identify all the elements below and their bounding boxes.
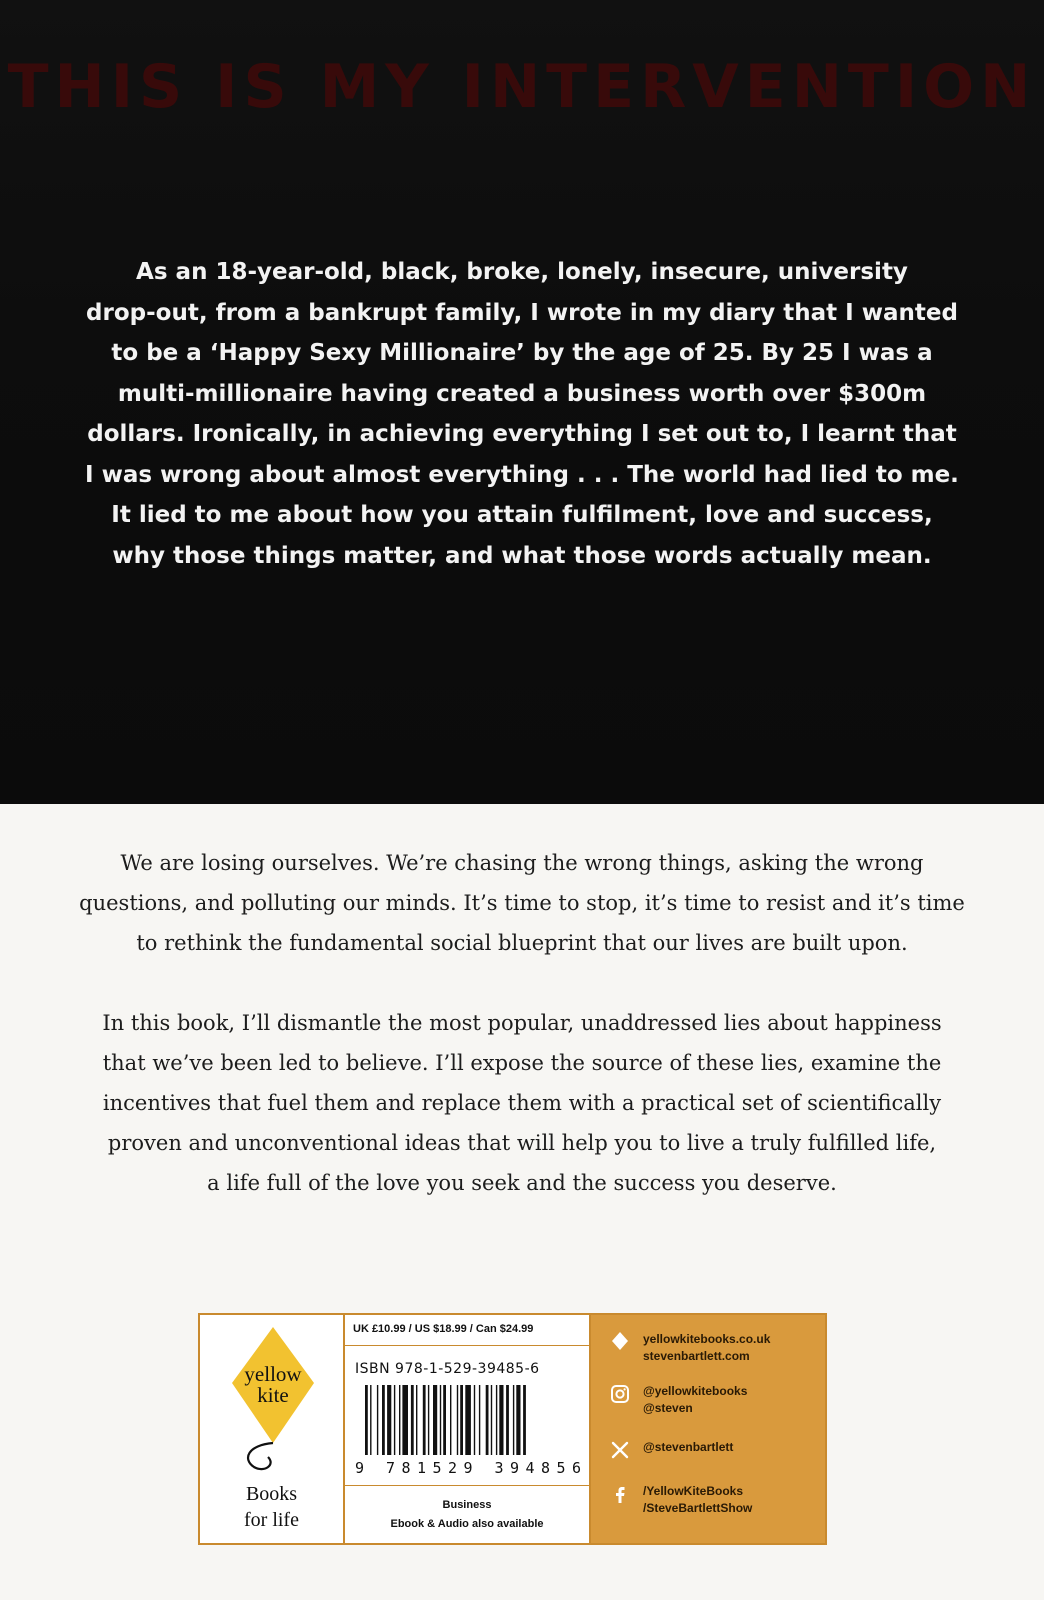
isbn-label: ISBN 978-1-529-39485-6 <box>355 1361 540 1377</box>
website-link[interactable]: stevenbartlett.com <box>643 1349 750 1363</box>
category-label: Business <box>442 1499 492 1511</box>
facebook-page[interactable]: /YellowKiteBooks <box>643 1484 744 1498</box>
intro-line: drop-out, from a bankrupt family, I wrote in my diary that I wanted <box>86 299 958 326</box>
social-panel <box>591 1315 825 1543</box>
publisher-tagline <box>200 1481 343 1533</box>
intro-line: I was wrong about almost everything . . . The world had lied to me. <box>85 461 959 488</box>
tagline-line: Books <box>245 1483 298 1505</box>
kite-icon <box>609 1331 631 1353</box>
x-icon <box>609 1439 631 1461</box>
x-handle[interactable]: @stevenbartlett <box>643 1440 734 1454</box>
intro-line: dollars. Ironically, in achieving everything I set out to, I learnt that <box>87 421 957 447</box>
blurb-line: that we’ve been led to believe. I’ll expose the source of these lies, examine the <box>102 1051 942 1075</box>
facebook-pages <box>609 1483 752 1517</box>
blurb-line: proven and unconventional ideas that will help you to live a truly fulfilled life, <box>107 1131 937 1155</box>
intro-line: why those things matter, and what those words actually mean. <box>112 542 932 569</box>
instagram-handle[interactable]: @steven <box>643 1401 693 1415</box>
headline: THIS IS MY INTERVENTION <box>7 52 1037 122</box>
blurb-paragraph-2 <box>60 1003 984 1203</box>
facebook-icon <box>609 1483 631 1505</box>
logo-word-kite: kite <box>257 1383 289 1407</box>
divider <box>345 1345 589 1346</box>
intro-line: multi-millionaire having created a business worth over $300m <box>117 380 927 407</box>
intro-line: to be a ‘Happy Sexy Millionaire’ by the age of 25. By 25 I was a <box>111 340 933 366</box>
publisher-logo <box>200 1315 343 1543</box>
blurb-line: We are losing ourselves. We’re chasing the wrong things, asking the wrong <box>120 851 924 875</box>
blurb-paragraph-1 <box>60 843 984 963</box>
barcode <box>353 1383 583 1475</box>
info-box <box>198 1313 827 1545</box>
x-handles <box>609 1439 733 1461</box>
blurb-line: incentives that fuel them and replace them with a practical set of scientifically <box>102 1091 942 1115</box>
logo-word-yellow: yellow <box>244 1362 302 1386</box>
instagram-handle[interactable]: @yellowkitebooks <box>643 1384 748 1398</box>
instagram-icon <box>609 1383 631 1405</box>
tagline-line: for life <box>244 1509 299 1531</box>
blurb-line: questions, and polluting our minds. It’s time to stop, it’s time to resist and it’s time <box>79 891 965 915</box>
kite-icon <box>228 1325 318 1475</box>
website-links <box>609 1331 770 1365</box>
intro-text <box>60 252 984 576</box>
barcode-panel <box>343 1315 591 1543</box>
instagram-handles <box>609 1383 747 1417</box>
blurb-line: a life full of the love you seek and the success you deserve. <box>207 1171 837 1195</box>
availability-label: Ebook & Audio also available <box>390 1518 544 1530</box>
website-link[interactable]: yellowkitebooks.co.uk <box>643 1332 771 1346</box>
blurb-line: In this book, I’ll dismantle the most popular, unaddressed lies about happiness <box>102 1011 942 1035</box>
intro-line: As an 18-year-old, black, broke, lonely, insecure, university <box>136 259 908 285</box>
divider <box>345 1485 589 1486</box>
blurb-line: to rethink the fundamental social blueprint that our lives are built upon. <box>136 931 908 955</box>
barcode-digits: 9 781529 394856 <box>355 1459 581 1475</box>
price-label: UK £10.99 / US $18.99 / Can $24.99 <box>353 1323 534 1335</box>
facebook-page[interactable]: /SteveBartlettShow <box>643 1501 753 1515</box>
intro-line: It lied to me about how you attain fulfilment, love and success, <box>111 502 933 528</box>
